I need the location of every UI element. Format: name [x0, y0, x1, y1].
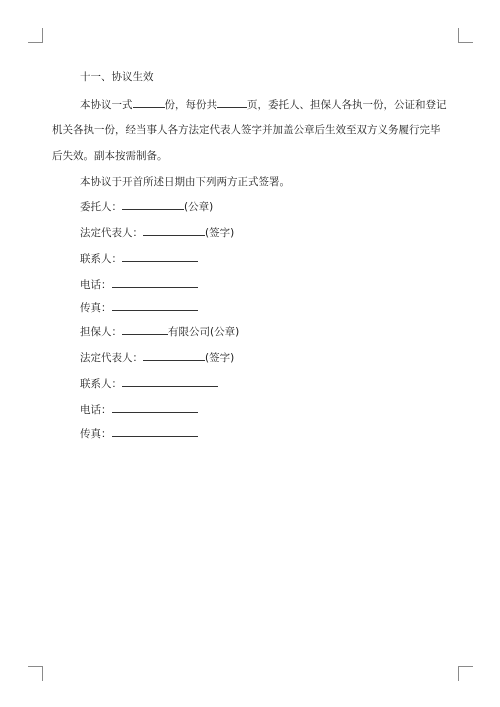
agreement-para-line-3: 后失效。副本按需制备。 — [52, 150, 168, 162]
signature-note: (签字) — [205, 352, 235, 364]
contact-field[interactable] — [122, 376, 218, 387]
guarantor-company-note: 有限公司(公章) — [168, 326, 240, 338]
copies-blank[interactable] — [133, 97, 165, 108]
fax-field[interactable] — [112, 300, 198, 311]
legal-rep-field[interactable] — [143, 225, 205, 236]
contact-label: 联系人： — [80, 253, 122, 265]
guarantor-phone-row — [80, 402, 198, 417]
principal-fax-row — [80, 300, 198, 315]
principal-seal-note: (公章) — [184, 201, 214, 213]
fax-field[interactable] — [112, 426, 198, 437]
guarantor-fax-row — [80, 426, 198, 441]
signature-note: (签字) — [205, 227, 235, 239]
corner-mark-top-right — [458, 28, 473, 43]
section-heading: 十一、协议生效 — [80, 71, 154, 83]
corner-mark-top-left — [28, 28, 43, 43]
contact-label: 联系人： — [80, 378, 122, 390]
guarantor-row — [80, 324, 239, 339]
guarantor-contact-row — [80, 376, 218, 391]
guarantor-label: 担保人： — [80, 326, 122, 338]
principal-label: 委托人： — [80, 201, 122, 213]
signing-statement: 本协议于开首所述日期由下列两方正式签署。 — [80, 176, 290, 188]
corner-mark-bottom-left — [28, 666, 43, 681]
phone-label: 电话： — [80, 279, 112, 291]
agreement-para-line-2: 机关各执一份，经当事人各方法定代表人签字并加盖公章后生效至双方义务履行完毕 — [52, 124, 441, 136]
legal-rep-field[interactable] — [143, 350, 205, 361]
guarantor-rep-row — [80, 350, 234, 365]
principal-phone-row — [80, 277, 198, 292]
corner-mark-bottom-right — [458, 666, 473, 681]
fax-label: 传真： — [80, 302, 112, 314]
agreement-para-line-1 — [80, 97, 447, 112]
principal-row — [80, 199, 213, 214]
phone-field[interactable] — [112, 277, 198, 288]
legal-rep-label: 法定代表人： — [80, 352, 143, 364]
para-line-1-rest: 页，委托人、担保人各执一份，公证和登记 — [247, 99, 447, 111]
principal-rep-row — [80, 225, 234, 240]
copies-label: 本协议一式 — [80, 99, 133, 111]
principal-contact-row — [80, 251, 198, 266]
guarantor-field[interactable] — [122, 324, 168, 335]
phone-label: 电话： — [80, 404, 112, 416]
principal-field[interactable] — [122, 199, 184, 210]
legal-rep-label: 法定代表人： — [80, 227, 143, 239]
pages-blank[interactable] — [217, 97, 247, 108]
phone-field[interactable] — [112, 402, 198, 413]
contact-field[interactable] — [122, 251, 198, 262]
fax-label: 传真： — [80, 428, 112, 440]
pages-label: 份，每份共 — [164, 99, 217, 111]
